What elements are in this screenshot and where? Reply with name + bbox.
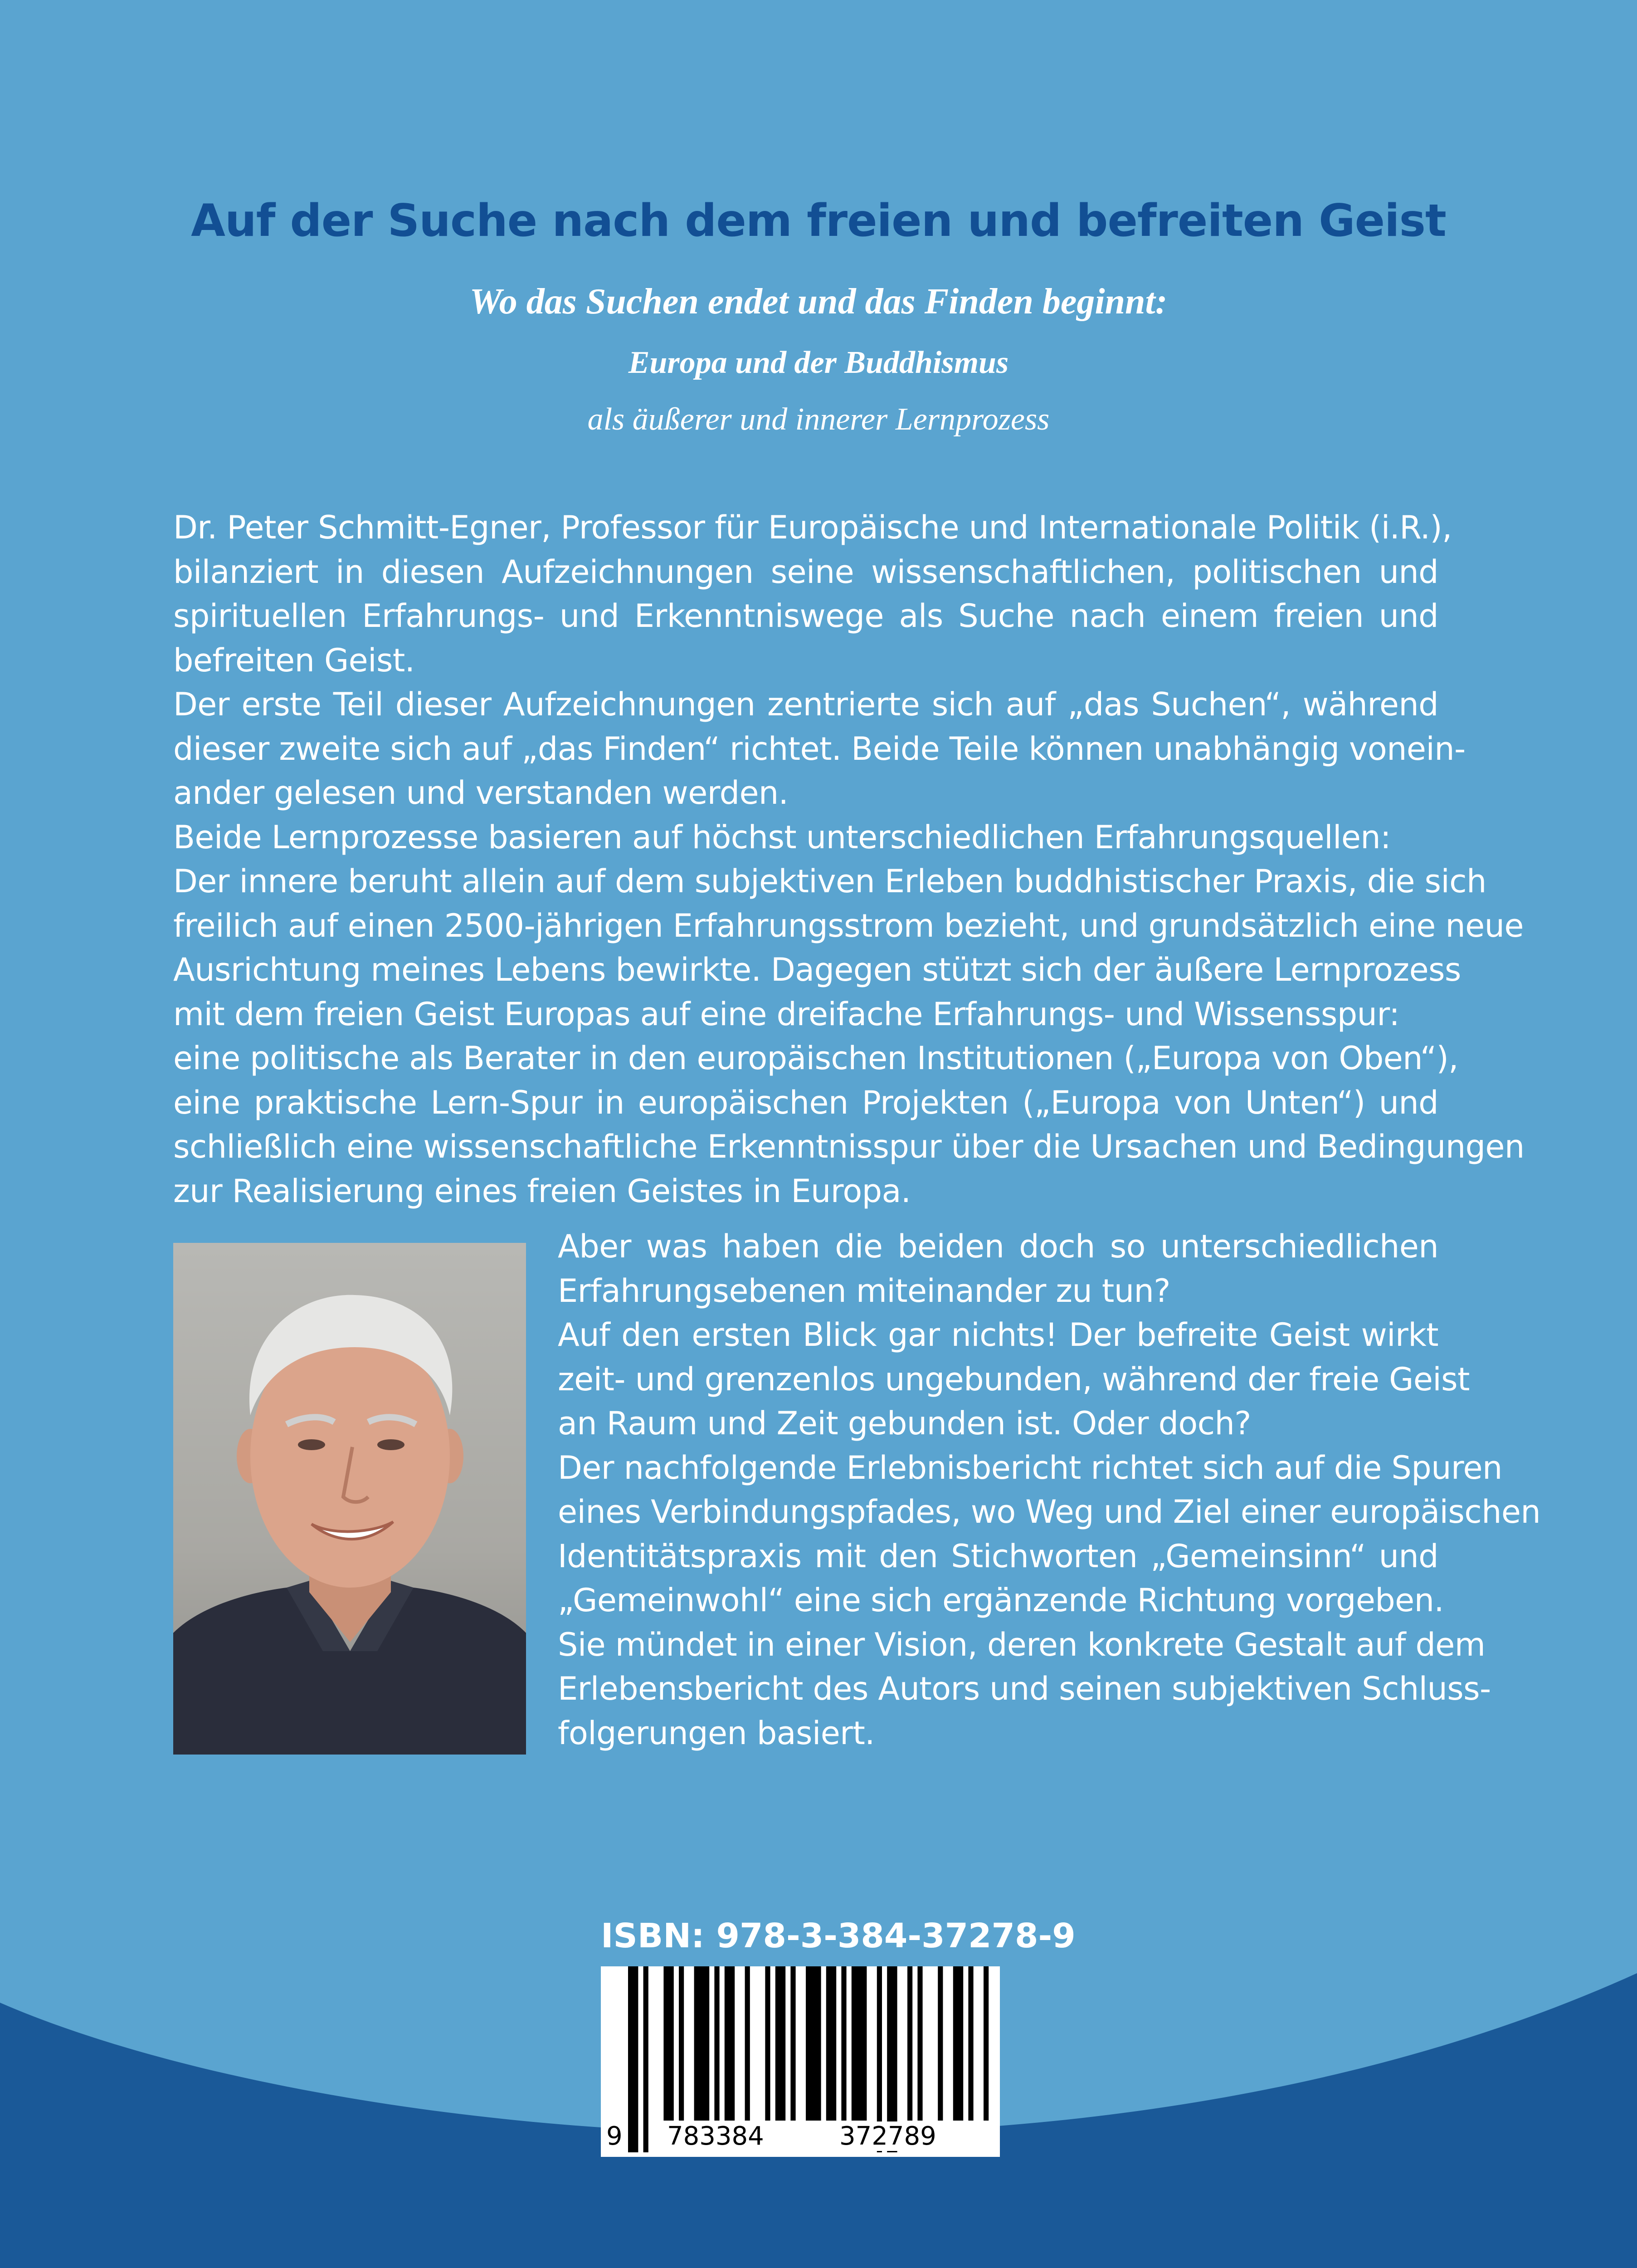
blurb-line: mit dem freien Geist Europas auf eine dreifache Erfahrungs- und Wissensspur: — [173, 995, 1400, 1033]
barcode-bar — [907, 1966, 912, 2121]
barcode-bar — [663, 1966, 673, 2121]
eye-left — [298, 1439, 325, 1450]
blurb-line: eine politische als Berater in den europäischen Institutionen („Europa von Oben“), — [173, 1040, 1458, 1077]
blurb-line: schließlich eine wissenschaftliche Erkenntnisspur über die Ursachen und Bedingungen — [173, 1128, 1525, 1165]
barcode-bar — [714, 1966, 719, 2121]
blurb-line: Der erste Teil dieser Aufzeichnungen zentrierte sich auf „das Suchen“, während — [173, 686, 1438, 723]
side-line: eines Verbindungspfades, wo Weg und Ziel einer europäischen — [558, 1493, 1541, 1530]
isbn-label: ISBN: 978-3-384-37278-9 — [601, 1916, 1076, 1955]
side-line: an Raum und Zeit gebunden ist. Oder doch? — [558, 1405, 1251, 1442]
barcode-bar — [694, 1966, 710, 2121]
blurb-line: zur Realisierung eines freien Geistes in Europa. — [173, 1172, 911, 1210]
side-line: Auf den ersten Blick gar nichts! Der befreite Geist wirkt — [558, 1316, 1438, 1354]
blurb-line: bilanziert in diesen Aufzeichnungen seine wissenschaftlichen, politischen und — [173, 553, 1438, 591]
side-line: Erlebensbericht des Autors und seinen subjektiven Schluss- — [558, 1670, 1491, 1707]
author-portrait-illustration — [173, 1243, 526, 1755]
blurb-line: Beide Lernprozesse basieren auf höchst unterschiedlichen Erfahrungsquellen: — [173, 818, 1391, 856]
side-line: zeit- und grenzenlos ungebunden, während der freie Geist — [558, 1360, 1470, 1398]
side-line: Identitätspraxis mit den Stichworten „Gemeinsinn“ und — [558, 1537, 1438, 1575]
barcode-bar — [841, 1966, 846, 2121]
side-line: Sie mündet in einer Vision, deren konkrete Gestalt auf dem — [558, 1626, 1486, 1663]
subtitle-line-3: als äußerer und innerer Lernprozess — [587, 402, 1050, 437]
barcode-digits-right: 372789 — [837, 2121, 939, 2151]
eye-right — [377, 1439, 404, 1450]
blurb-line: ander gelesen und verstanden werden. — [173, 774, 789, 811]
author-photo — [173, 1243, 526, 1755]
barcode-bar — [938, 1966, 943, 2121]
blurb-line: Der innere beruht allein auf dem subjektiven Erleben buddhistischer Praxis, die sich — [173, 863, 1486, 900]
side-line: Der nachfolgende Erlebnisbericht richtet sich auf die Spuren — [558, 1449, 1502, 1486]
blurb-line: Dr. Peter Schmitt-Egner, Professor für Europäische und Internationale Politik (i.R.), — [173, 509, 1452, 546]
subtitle-line-2: Europa und der Buddhismus — [628, 345, 1009, 380]
barcode-bar — [852, 1966, 867, 2121]
barcode-bar — [806, 1966, 821, 2121]
blurb-line: spirituellen Erfahrungs- und Erkenntniswege als Suche nach einem freien und — [173, 597, 1438, 635]
barcode-bar — [775, 1966, 785, 2121]
barcode-bar — [984, 1966, 989, 2121]
blurb-line: Ausrichtung meines Lebens bewirkte. Dagegen stützt sich der äußere Lernprozess — [173, 951, 1461, 988]
barcode-digits-left: 783384 — [664, 2121, 767, 2151]
side-line: Aber was haben die beiden doch so unterschiedlichen — [558, 1228, 1438, 1265]
isbn-barcode — [601, 1966, 1000, 2157]
book-title: Auf der Suche nach dem freien und befreiten Geist — [191, 195, 1446, 247]
barcode-bar — [826, 1966, 836, 2121]
blurb-side-paragraphs — [558, 1225, 1541, 1755]
side-line: Erfahrungsebenen miteinander zu tun? — [558, 1272, 1170, 1310]
blurb-paragraphs — [173, 506, 1525, 1213]
blurb-line: freilich auf einen 2500-jährigen Erfahrungsstrom bezieht, und grundsätzlich eine neue — [173, 907, 1524, 944]
side-line: folgerungen basiert. — [558, 1714, 875, 1752]
barcode-bar — [725, 1966, 735, 2121]
blurb-line: dieser zweite sich auf „das Finden“ richtet. Beide Teile können unabhängig vonein- — [173, 730, 1466, 767]
blurb-line: eine praktische Lern-Spur in europäischen Projekten („Europa von Unten“) und — [173, 1084, 1438, 1121]
barcode-digits — [601, 2121, 1000, 2153]
barcode-bar — [679, 1966, 684, 2121]
barcode-bar — [968, 1966, 973, 2121]
side-line: „Gemeinwohl“ eine sich ergänzende Richtung vorgeben. — [558, 1582, 1444, 1619]
subtitle-line-1: Wo das Suchen endet und das Finden beginnt: — [469, 282, 1168, 322]
barcode-bar — [745, 1966, 750, 2121]
barcode-bar — [765, 1966, 770, 2121]
barcode-digit-first: 9 — [604, 2121, 625, 2151]
barcode-bar — [917, 1966, 922, 2121]
barcode-bar — [953, 1966, 963, 2121]
blurb-line: befreiten Geist. — [173, 641, 415, 679]
barcode-bar — [790, 1966, 795, 2121]
